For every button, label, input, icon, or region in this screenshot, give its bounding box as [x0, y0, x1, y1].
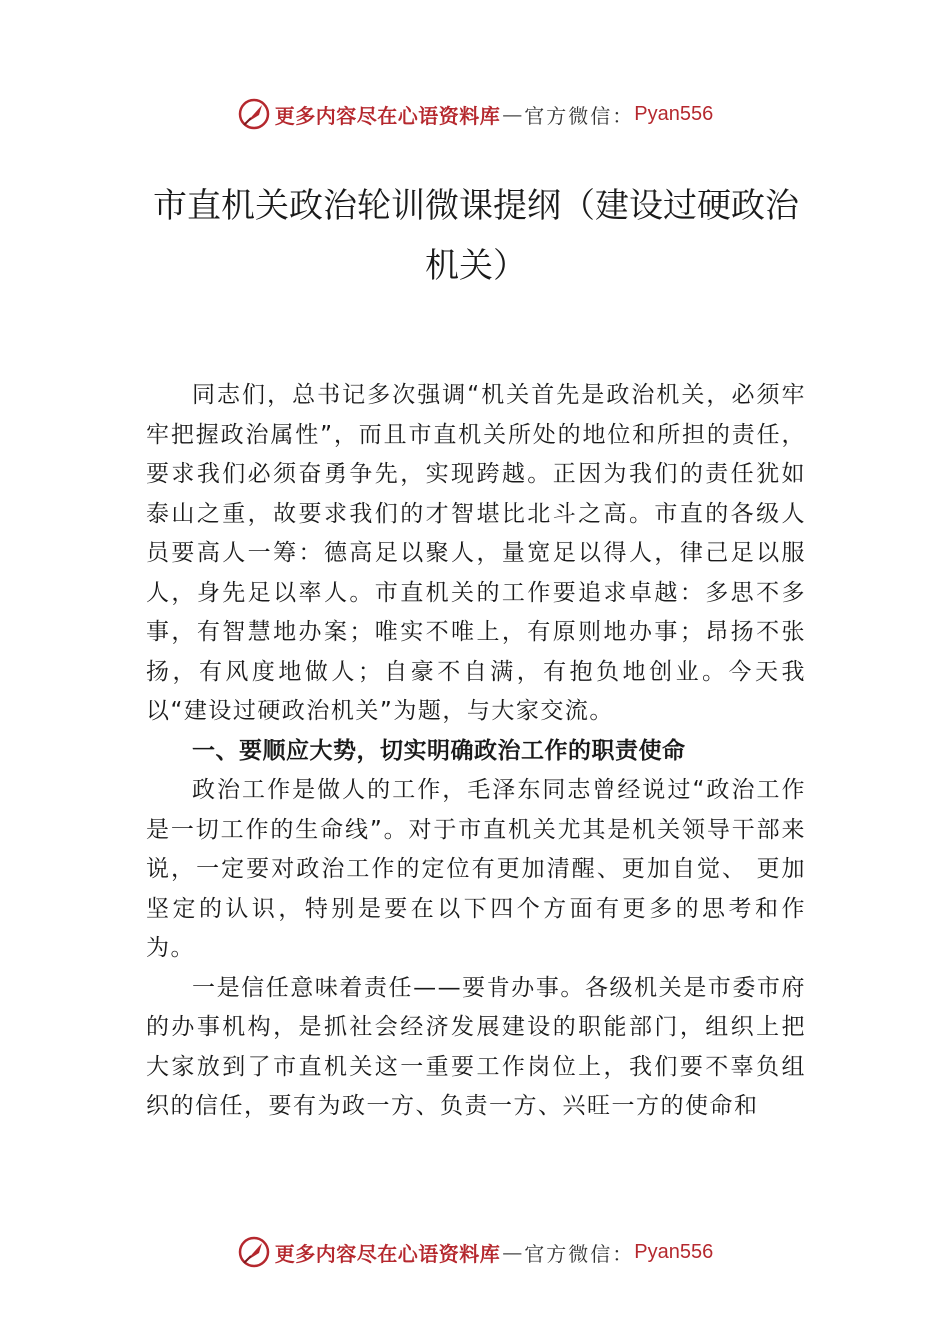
watermark-official: 官方微信： — [524, 1241, 635, 1266]
intro-paragraph: 同志们，总书记多次强调“机关首先是政治机关，必须牢牢把握政治属性”，而且市直机关所处的地位和所担的责任，要求我们必须奋勇争先，实现跨越。正因为我们的责任犹如泰山之重，故要求我们的才智堪比北斗之高。市直的各级人员要高人一筹：德高足以聚人，量宽足以得人，律己足以服人，身先足以率人。市直机关的工作要追求卓越：多思不多事，有智慧地办案；唯实不唯上，有原则地办事；昂扬不张扬，有风度地做人；自豪不自满，有抱负地创业。今天我以“建设过硬政治机关”为题，与大家交流。 — [146, 382, 806, 724]
watermark-wechat-id: Pyan556 — [634, 102, 714, 125]
section-paragraph: 一是信任意味着责任——要肯办事。各级机关是市委市府的办事机构，是抓社会经济发展建设的职能部门，组织上把大家放到了市直机关这一重要工作岗位上，我们要不辜负组织的信任，要有为政一方、负责一方、兴旺一方的使命和 — [146, 974, 806, 1119]
section-heading: 一、要顺应大势，切实明确政治工作的职责使命 — [192, 737, 686, 764]
watermark-brand: 更多内容尽在心语资料库 — [274, 1241, 501, 1266]
quill-logo-icon — [237, 97, 271, 131]
document-body — [146, 376, 806, 1127]
watermark-banner-top — [0, 94, 950, 134]
quill-logo-icon — [237, 1235, 271, 1269]
watermark-dash: — — [502, 102, 523, 126]
section-paragraph: 政治工作是做人的工作，毛泽东同志曾经说过“政治工作是一切工作的生命线”。对于市直机关尤其是机关领导干部来说，一定要对政治工作的定位有更加清醒、更加自觉、 更加坚定的认识，特别是要在以下四个方面有更多的思考和作为。 — [146, 777, 806, 961]
watermark-brand: 更多内容尽在心语资料库 — [274, 103, 501, 128]
watermark-banner-bottom — [0, 1232, 950, 1272]
watermark-official: 官方微信： — [524, 103, 635, 128]
document-title: 市直机关政治轮训微课提纲（建设过硬政治机关） — [153, 186, 799, 286]
watermark-wechat-id: Pyan556 — [634, 1240, 714, 1263]
watermark-dash: — — [502, 1240, 523, 1264]
